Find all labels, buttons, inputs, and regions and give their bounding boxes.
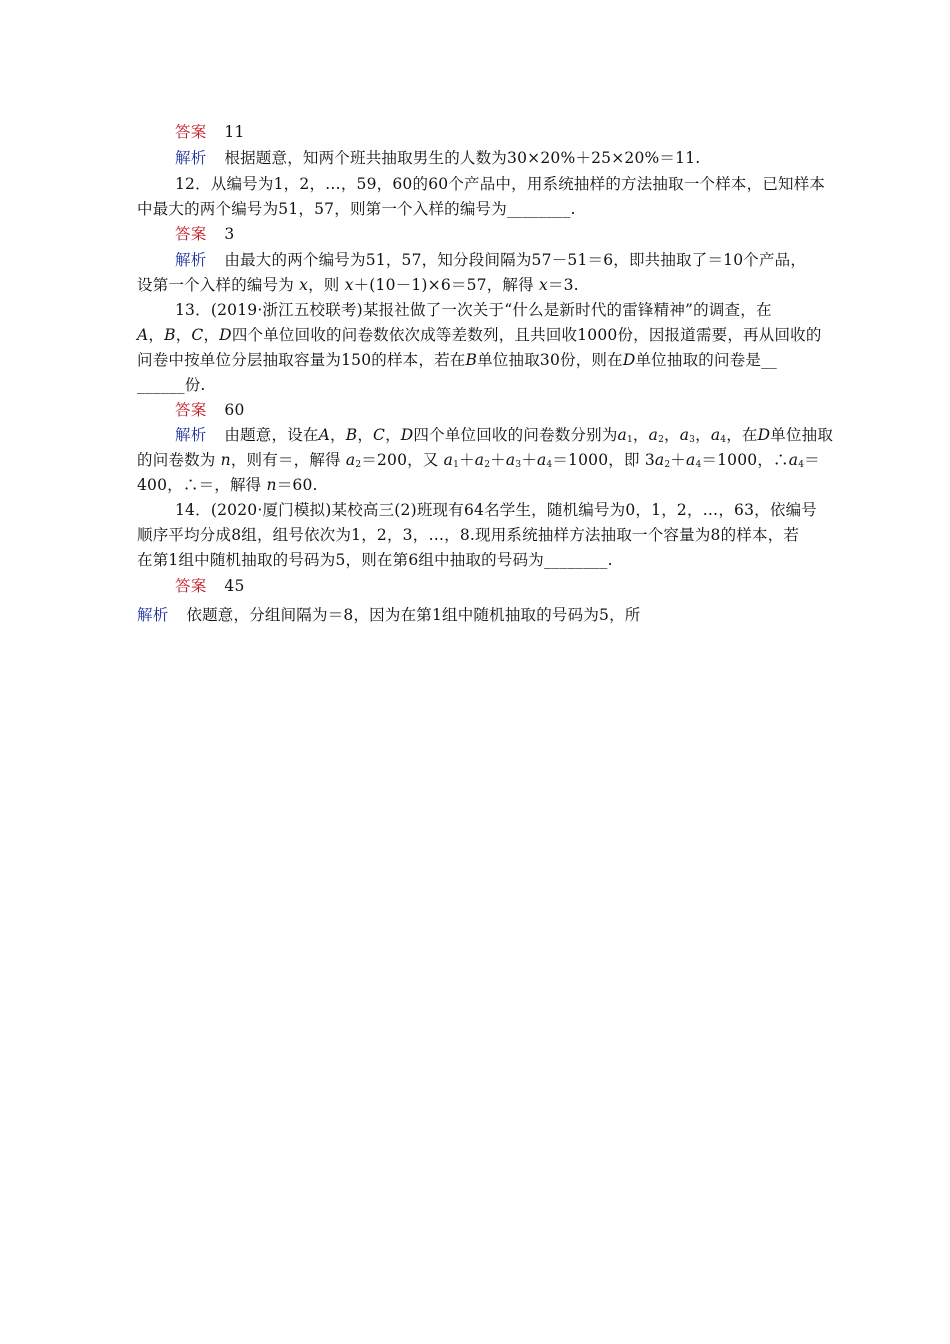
q12-analysis-line-2 <box>137 272 817 298</box>
var-a-lower: a <box>505 451 516 469</box>
q13-stem-line-1 <box>175 297 815 323</box>
text: 单位抽取 <box>770 426 834 444</box>
var-d: D <box>757 426 771 444</box>
q12-stem-text: 12．从编号为1，2，…，59，60的60个产品中，用系统抽样的方法抽取一个样本，已知样本 <box>175 175 826 193</box>
var-a-lower: a <box>654 451 665 469</box>
var-a-lower: a <box>710 426 721 444</box>
comma: ， <box>148 326 165 344</box>
var-c: C <box>373 426 386 444</box>
text: ，在 <box>726 426 758 444</box>
text: 的问卷数为 <box>137 451 221 469</box>
var-a-lower: a <box>648 426 659 444</box>
q12-stem-line-1 <box>175 171 826 197</box>
text: 四个单位回收的问卷数分别为 <box>413 426 618 444</box>
subscript: 1 <box>626 435 633 445</box>
comma: ， <box>385 426 401 444</box>
text: ＝1000，∴ <box>701 451 789 469</box>
q13-stem-text: 四个单位回收的问卷数依次成等差数列，且共回收1000份，因报道需要，再从回收的 <box>231 326 822 344</box>
q14-stem-line-2 <box>137 522 817 548</box>
var-n: n <box>220 451 231 469</box>
var-a: A <box>318 426 331 444</box>
q12-stem-text: 中最大的两个编号为51，57，则第一个入样的编号为________. <box>137 200 576 218</box>
q12-analysis: 由最大的两个编号为51，57，知分段间隔为57－51＝6，即共抽取了＝10个产品， <box>224 251 807 269</box>
comma: ， <box>330 426 346 444</box>
text: 单位抽取30份，则在 <box>477 351 623 369</box>
var-d: D <box>400 426 414 444</box>
q14-stem-line-1 <box>175 497 815 523</box>
subscript: 4 <box>695 460 702 470</box>
q14-analysis-line <box>137 602 817 628</box>
q14-stem-line-3 <box>137 547 817 573</box>
text: ＝60. <box>276 476 318 494</box>
var-d: D <box>622 351 636 369</box>
text: ，则 <box>308 276 345 294</box>
comma: ， <box>664 426 680 444</box>
var-a-lower: a <box>617 426 627 444</box>
subscript: 2 <box>658 435 665 445</box>
subscript: 3 <box>515 460 522 470</box>
q14-stem-text: 14．(2020·厦门模拟)某校高三(2)班现有64名学生，随机编号为0，1，2，…，63，依编号 <box>175 501 817 519</box>
var-a-lower: a <box>685 451 696 469</box>
text: ，则有＝，解得 <box>230 451 346 469</box>
analysis-label: 解析 <box>175 251 207 269</box>
text: ＝1000，即 3 <box>552 451 655 469</box>
q13-stem-line-3 <box>137 347 817 373</box>
subscript: 2 <box>355 460 362 470</box>
var-x: x <box>344 276 354 294</box>
subscript: 4 <box>798 460 805 470</box>
comma: ， <box>175 326 192 344</box>
analysis-label: 解析 <box>175 149 207 167</box>
answer-label: 答案 <box>175 401 207 419</box>
var-a-lower: a <box>536 451 547 469</box>
q14-stem-text: 顺序平均分成8组，组号依次为1，2，3，…，8.现用系统抽样方法抽取一个容量为8的样本，若 <box>137 526 800 544</box>
text: ＋(10－1)×6＝57，解得 <box>353 276 539 294</box>
q14-answer: 45 <box>224 577 245 595</box>
subscript: 2 <box>484 460 491 470</box>
q11-answer: 11 <box>224 123 245 141</box>
q13-stem-text: 13．(2019·浙江五校联考)某报社做了一次关于“什么是新时代的雷锋精神”的调查，在 <box>175 301 772 319</box>
analysis-label: 解析 <box>175 426 207 444</box>
analysis-label: 解析 <box>137 606 169 624</box>
text: 400，∴＝，解得 <box>137 476 267 494</box>
q11-answer-line <box>175 119 815 145</box>
var-b: B <box>465 351 478 369</box>
q14-answer-line <box>175 573 815 599</box>
q13-analysis-line-3 <box>137 472 817 498</box>
text: ______份. <box>137 376 206 394</box>
text: 单位抽取的问卷是__ <box>635 351 777 369</box>
var-a-lower: a <box>679 426 690 444</box>
plus: ＋ <box>490 451 506 469</box>
subscript: 3 <box>689 435 696 445</box>
var-c: C <box>191 326 204 344</box>
q13-answer: 60 <box>224 401 245 419</box>
var-d: D <box>219 326 232 344</box>
answer-label: 答案 <box>175 225 207 243</box>
plus: ＋ <box>670 451 686 469</box>
text: 由题意，设在 <box>224 426 319 444</box>
equals: ＝ <box>804 451 820 469</box>
answer-label: 答案 <box>175 577 207 595</box>
plus: ＋ <box>459 451 475 469</box>
q11-analysis-line <box>175 145 815 171</box>
subscript: 2 <box>664 460 671 470</box>
q12-answer: 3 <box>224 225 235 243</box>
text: 设第一个入样的编号为 <box>137 276 300 294</box>
text: ＝200，又 <box>361 451 444 469</box>
q13-stem-line-2 <box>137 322 822 348</box>
var-a-lower: a <box>345 451 356 469</box>
q13-answer-line <box>175 397 815 423</box>
text: ＝3. <box>547 276 579 294</box>
q14-stem-text: 在第1组中随机抽取的号码为5，则在第6组中抽取的号码为________. <box>137 551 613 569</box>
var-a-lower: a <box>443 451 454 469</box>
answer-label: 答案 <box>175 123 207 141</box>
comma: ， <box>203 326 220 344</box>
var-x: x <box>538 276 548 294</box>
q12-answer-line <box>175 221 815 247</box>
q12-stem-line-2 <box>137 196 817 222</box>
var-n: n <box>266 476 277 494</box>
comma: ， <box>695 426 711 444</box>
comma: ， <box>357 426 374 444</box>
plus: ＋ <box>521 451 537 469</box>
var-x: x <box>299 276 309 294</box>
q14-analysis: 依题意，分组间隔为＝8，因为在第1组中随机抽取的号码为5，所 <box>186 606 641 624</box>
var-a-lower: a <box>474 451 485 469</box>
text: 问卷中按单位分层抽取容量为150的样本，若在 <box>137 351 466 369</box>
subscript: 4 <box>720 435 727 445</box>
comma: ， <box>632 426 649 444</box>
var-a-lower: a <box>788 451 799 469</box>
var-a: A <box>137 326 149 344</box>
subscript: 1 <box>453 460 460 470</box>
var-b: B <box>345 426 358 444</box>
var-b: B <box>164 326 176 344</box>
q13-stem-line-4 <box>137 372 817 398</box>
q12-analysis-line-1 <box>175 247 815 273</box>
q11-analysis: 根据题意，知两个班共抽取男生的人数为30×20%＋25×20%＝11. <box>224 149 701 167</box>
subscript: 4 <box>546 460 553 470</box>
